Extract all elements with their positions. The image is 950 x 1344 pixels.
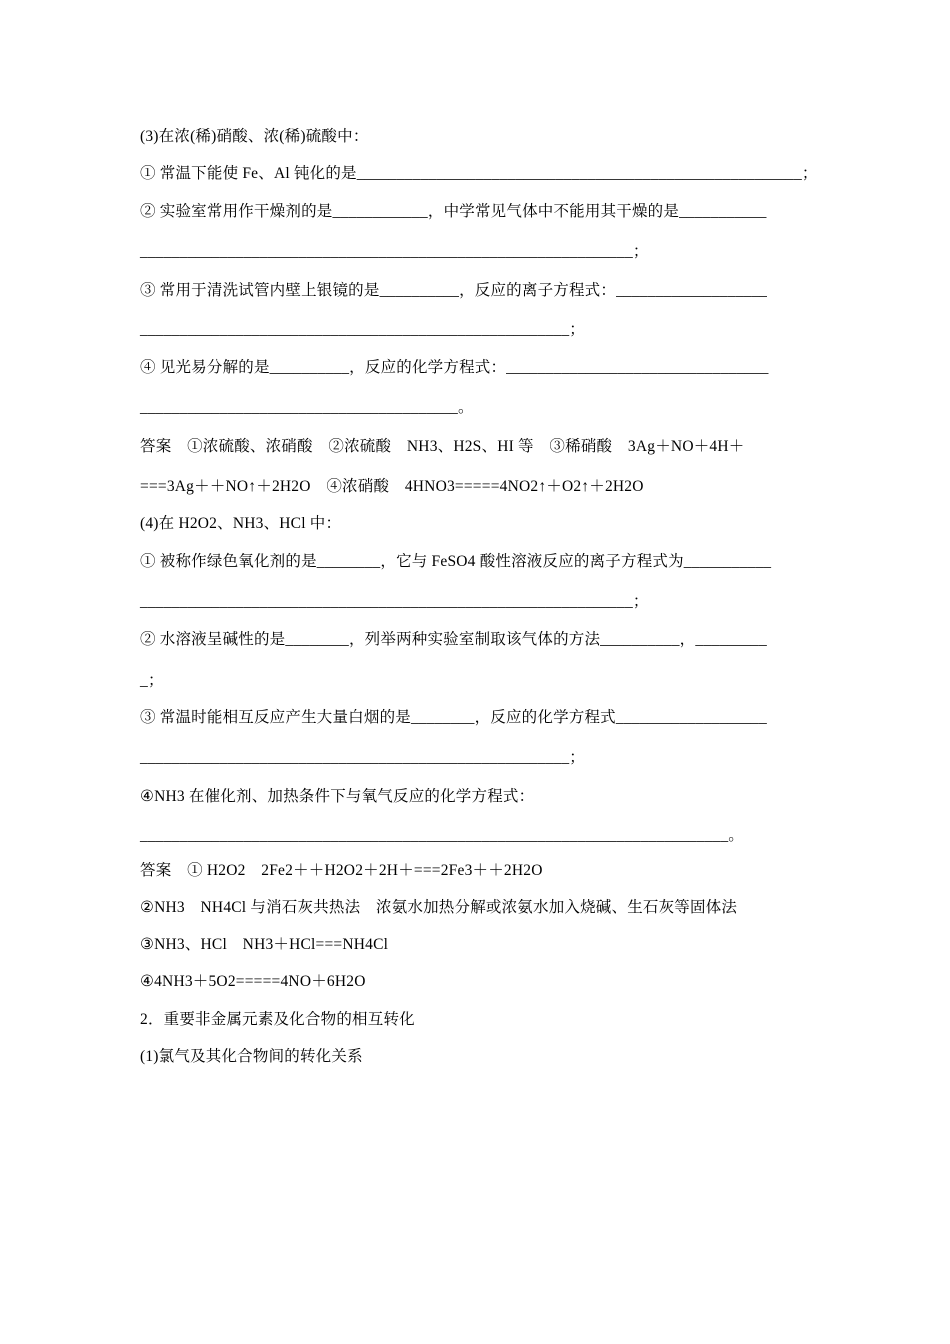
question-line: ① 被称作绿色氧化剂的是________，它与 FeSO4 酸性溶液反应的离子方程式为___________ xyxy=(140,553,772,570)
answer-text: 答案 ① H2O2 2Fe2＋＋H2O2＋2H＋===2Fe3＋＋2H2O xyxy=(140,862,543,879)
question-line: ③ 常用于清洗试管内壁上银镜的是__________，反应的离子方程式：___________________ xyxy=(140,282,768,299)
answer-blank-line: ________________________________________。 xyxy=(140,399,474,416)
question-line: ② 水溶液呈碱性的是________，列举两种实验室制取该气体的方法__________，_________ xyxy=(140,631,767,648)
answer-blank-line: ______________________________________________________； xyxy=(140,321,585,338)
answer-blank-line: _； xyxy=(140,672,164,689)
question-line: ④NH3 在催化剂、加热条件下与氧气反应的化学方程式： xyxy=(140,788,535,805)
section-3-heading: (3)在浓(稀)硝酸、浓(稀)硫酸中： xyxy=(140,128,369,145)
question-line: ① 常温下能使 Fe、Al 钝化的是________________________________________________________； xyxy=(140,165,818,182)
answer-text: ②NH3 NH4Cl 与消石灰共热法 浓氨水加热分解或浓氨水加入烧碱、生石灰等固体法 xyxy=(140,899,738,916)
answer-text: ===3Ag＋＋NO↑＋2H2O ④浓硝酸 4HNO3=====4NO2↑＋O2↑＋2H2O xyxy=(140,478,644,495)
question-line: ③ 常温时能相互反应产生大量白烟的是________，反应的化学方程式___________________ xyxy=(140,709,767,726)
subsection-heading: (1)氯气及其化合物间的转化关系 xyxy=(140,1048,363,1065)
answer-blank-line: ______________________________________________________； xyxy=(140,749,585,766)
answer-blank-line: __________________________________________________________________________。 xyxy=(140,827,744,844)
answer-blank-line: ______________________________________________________________； xyxy=(140,593,649,610)
question-line: ④ 见光易分解的是__________，反应的化学方程式：_________________________________ xyxy=(140,359,769,376)
answer-text: ④4NH3＋5O2=====4NO＋6H2O xyxy=(140,973,366,990)
answer-text: 答案 ①浓硫酸、浓硝酸 ②浓硫酸 NH3、H2S、HI 等 ③稀硝酸 3Ag＋NO＋4H＋ xyxy=(140,438,745,455)
answer-blank-line: ______________________________________________________________； xyxy=(140,243,649,260)
question-line: ② 实验室常用作干燥剂的是____________，中学常见气体中不能用其干燥的是___________ xyxy=(140,203,767,220)
answer-text: ③NH3、HCl NH3＋HCl===NH4Cl xyxy=(140,936,389,953)
section-4-heading: (4)在 H2O2、NH3、HCl 中： xyxy=(140,515,342,532)
section-2-heading: 2．重要非金属元素及化合物的相互转化 xyxy=(140,1011,415,1028)
